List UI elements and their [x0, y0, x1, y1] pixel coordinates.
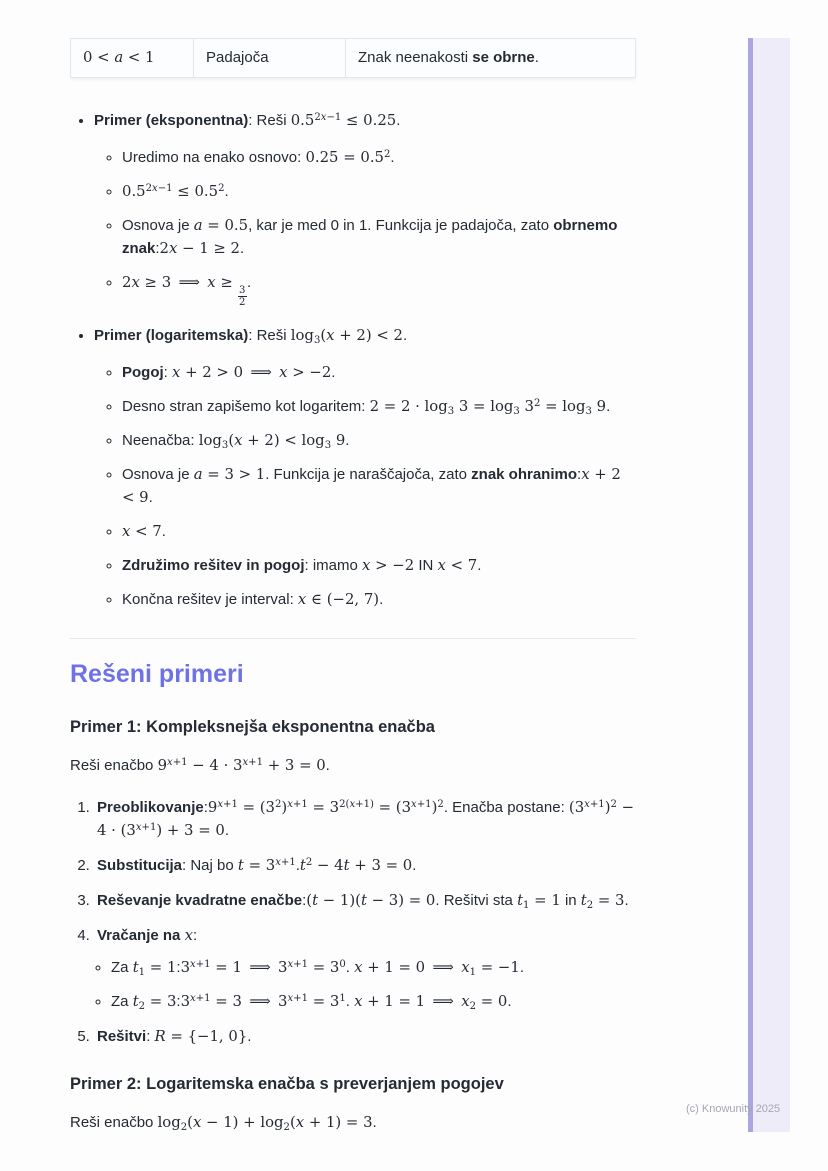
step-item: 1. $Preoblikovanje:9^{x+1} = (3^2)^{x+1} = 3^{2(x+1)} = (3^{x+1})^2$. Enačba postane: $(3^{x+1})^2 - 4 \cdot (3^{x+1}) + 3 = 0$. — [94, 796, 636, 842]
sub-list-item: ◦ Združimo rešitev in pogoj: imamo x > −2 IN x < 7. — [122, 554, 636, 577]
sub-list-item: ◦ Desno stran zapišemo kot logaritem: $2 = 2 \cdot \log_3 3 = \log_3 3^2 = \log_3 9$. — [122, 395, 636, 418]
step-item: 3. Reševanje kvadratne enačbe:(t − 1)(t − 3) = 0. Rešitvi sta $t_1 = 1$ in $t_2 = 3$. — [94, 889, 636, 912]
example2-heading: Primer 2: Logaritemska enačba s preverjanjem pogojev — [70, 1074, 504, 1093]
sub-list-item: ◦ Osnova je a = 3 > 1. Funkcija je naraščajoča, zato znak ohranimo:x + 2 < 9. — [122, 463, 636, 509]
step-item — [94, 924, 636, 1013]
example-logarithmic-substeps — [94, 361, 636, 611]
example1-intro: Reši enačbo $9^{x+1} - 4 \cdot 3^{x+1} + 3 = 0$. — [70, 755, 330, 774]
step-item: 2. Substitucija: Naj bo $t = 3^{x+1}.t^2 - 4t + 3 = 0$. — [94, 854, 636, 877]
monotonicity-table — [70, 38, 636, 78]
watermark: (c) Knowunity 2025 — [686, 1103, 781, 1115]
example-label: Primer (eksponentna): Reši $0.5^{2x-1} \le 0.25$. — [94, 111, 401, 129]
example-label: Primer (logaritemska): Reši $\log_3(x + 2) < 2$. — [94, 325, 408, 346]
example1-steps — [70, 796, 636, 1048]
sub-list-item: ◦ Za $t_2$ = $3:3^{x+1} = 3$ ⟹ $3^{x+1} = 3^1$. x + 1 = 1 ⟹ $x_2 = 0$. — [111, 990, 636, 1013]
sub-list-item: ◦ Pogoj: x + 2 > 0 ⟹ x > −2. — [122, 361, 636, 384]
section-divider — [70, 638, 636, 639]
sub-list-item: ◦ Za $t_1$ = $1:3^{x+1} = 1$ ⟹ $3^{x+1} = 3^0$. x + 1 = 0 ⟹ $x_1 = -1$. — [111, 956, 636, 979]
table-cell-function-type: Padajoča — [194, 39, 346, 78]
table-cell-sign-rule: Znak neenakosti se obrne. — [346, 39, 636, 78]
step-substeps — [97, 956, 636, 1013]
sub-list-item: ◦ $0.5^{2x-1} \le 0.5^2$. — [122, 180, 636, 203]
sub-list-item: ◦ 2x ≥ 3 ⟹ x ≥ $\frac{3}{2}$ . — [122, 271, 636, 309]
sub-list-item: ◦ x < 7. — [122, 520, 636, 543]
step-label: Vračanje na x: — [97, 925, 198, 944]
step-item: 5. Rešitvi: R = {−1, 0}. — [94, 1025, 636, 1048]
example-exponential-substeps — [94, 146, 636, 309]
sub-list-item: ◦ Neenačba: $\log_3(x + 2) < \log_3 9$. — [122, 429, 636, 452]
document-content — [70, 0, 636, 1134]
list-item-example-exponential — [94, 109, 636, 309]
scrollbar-track[interactable] — [748, 38, 790, 1132]
sub-list-item: ◦ Uredimo na enako osnovo: $0.25 = 0.5^2$. — [122, 146, 636, 169]
example1-heading: Primer 1: Kompleksnejša eksponentna enačba — [70, 717, 435, 736]
section-title: Rešeni primeri — [70, 659, 244, 688]
list-item-example-logarithmic — [94, 324, 636, 611]
sub-list-item: ◦ Končna rešitev je interval: x ∈ (−2, 7). — [122, 588, 636, 611]
table-cell-condition: 0 < a < 1 — [71, 39, 194, 78]
sub-list-item: ◦ Osnova je a = 0.5, kar je med 0 in 1. Funkcija je padajoča, zato obrnemo znak:2x − 1 ≥ 2. — [122, 214, 636, 260]
table-row — [71, 39, 636, 78]
examples-list — [70, 109, 636, 611]
example2-intro: Reši enačbo $\log_2(x - 1) + \log_2(x + 1) = 3$. — [70, 1112, 377, 1133]
